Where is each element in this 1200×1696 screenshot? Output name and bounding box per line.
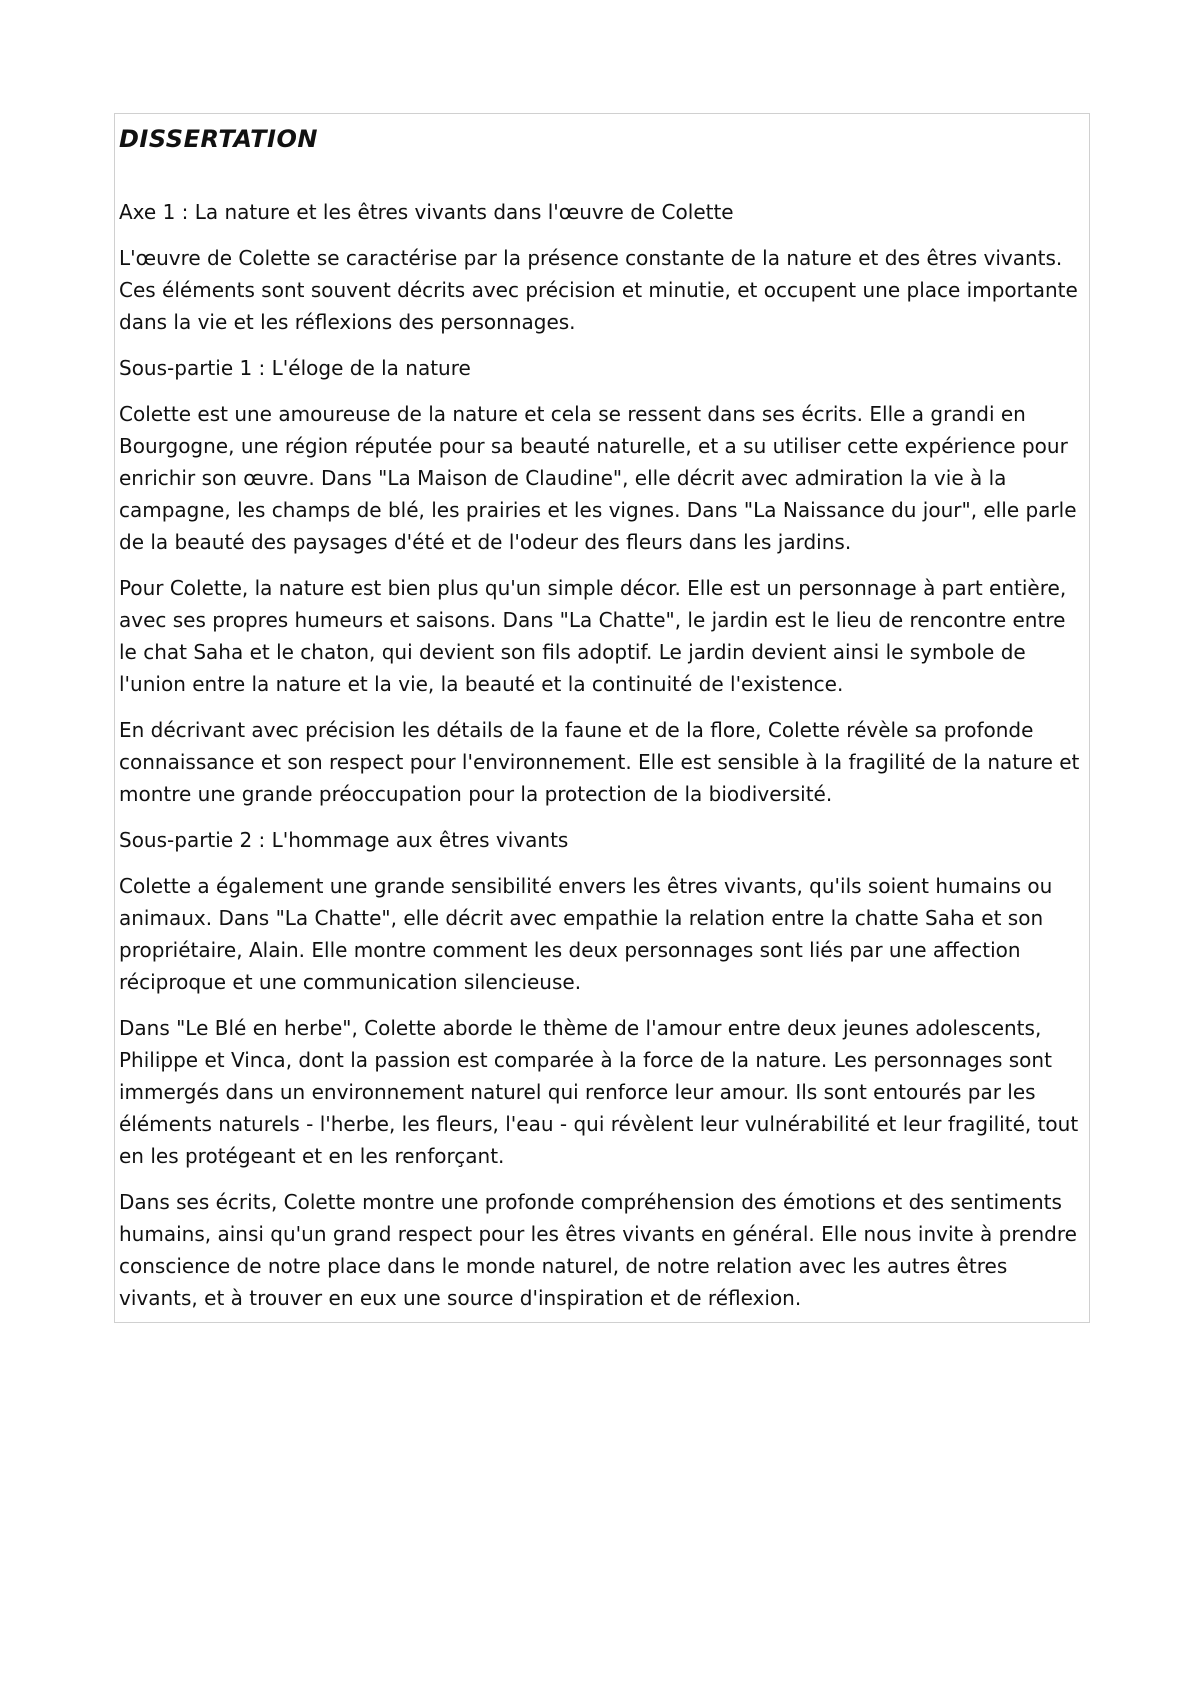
- paragraph: Colette a également une grande sensibilité envers les êtres vivants, qu'ils soient humains ou animaux. Dans "La Chatte", elle décrit avec empathie la relation entre la chatte Saha et son propriétaire, Alain. Elle montre comment les deux personnages sont liés par une affection réciproque et une communication silencieuse.: [119, 874, 1053, 994]
- paragraph-intro: L'œuvre de Colette se caractérise par la présence constante de la nature et des êtres vivants. Ces éléments sont souvent décrits avec précision et minutie, et occupent une place importante dans la vie et les réflexions des personnages.: [119, 246, 1078, 334]
- paragraph: En décrivant avec précision les détails de la faune et de la flore, Colette révèle sa profonde connaissance et son respect pour l'environnement. Elle est sensible à la fragilité de la nature et montre une grande préoccupation pour la protection de la biodiversité.: [119, 718, 1080, 806]
- subsection-heading-2: Sous-partie 2 : L'hommage aux êtres vivants: [119, 828, 569, 852]
- paragraph: Dans ses écrits, Colette montre une profonde compréhension des émotions et des sentiments humains, ainsi qu'un grand respect pour les êtres vivants en général. Elle nous invite à prendre conscience de notre place dans le monde naturel, de notre relation avec les autres êtres vivants, et à trouver en eux une source d'inspiration et de réflexion.: [119, 1190, 1077, 1310]
- paragraph: Pour Colette, la nature est bien plus qu'un simple décor. Elle est un personnage à part entière, avec ses propres humeurs et saisons. Dans "La Chatte", le jardin est le lieu de rencontre entre le chat Saha et le chaton, qui devient son fils adoptif. Le jardin devient ainsi le symbole de l'union entre la nature et la vie, la beauté et la continuité de l'existence.: [119, 576, 1067, 696]
- paragraph: Colette est une amoureuse de la nature et cela se ressent dans ses écrits. Elle a grandi en Bourgogne, une région réputée pour sa beauté naturelle, et a su utiliser cette expérience pour enrichir son œuvre. Dans "La Maison de Claudine", elle décrit avec admiration la vie à la campagne, les champs de blé, les prairies et les vignes. Dans "La Naissance du jour", elle parle de la beauté des paysages d'été et de l'odeur des fleurs dans les jardins.: [119, 402, 1077, 554]
- paragraph: Dans "Le Blé en herbe", Colette aborde le thème de l'amour entre deux jeunes adolescents, Philippe et Vinca, dont la passion est comparée à la force de la nature. Les personnages sont immergés dans un environnement naturel qui renforce leur amour. Ils sont entourés par les éléments naturels - l'herbe, les fleurs, l'eau - qui révèlent leur vulnérabilité et leur fragilité, tout en les protégeant et en les renforçant.: [119, 1016, 1079, 1168]
- document-title: DISSERTATION: [119, 125, 318, 153]
- text-frame: [114, 113, 1090, 1323]
- section-heading-axe-1: Axe 1 : La nature et les êtres vivants dans l'œuvre de Colette: [119, 200, 734, 224]
- subsection-heading-1: Sous-partie 1 : L'éloge de la nature: [119, 356, 471, 380]
